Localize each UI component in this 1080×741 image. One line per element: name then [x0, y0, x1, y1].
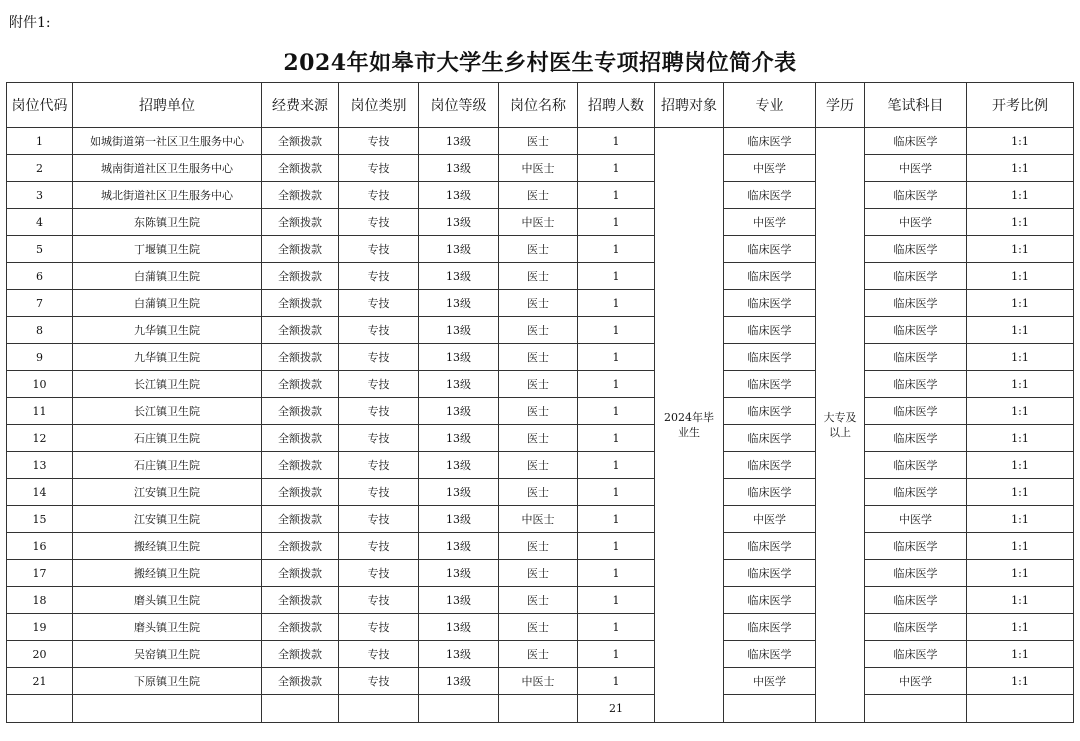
exam-subject-cell: 临床医学	[865, 452, 967, 479]
table-row	[7, 506, 1074, 533]
position-code-cell: 9	[7, 344, 73, 371]
ratio-cell: 1:1	[967, 263, 1074, 290]
grade-cell: 13级	[419, 182, 499, 209]
count-cell: 1	[578, 155, 655, 182]
funding-cell: 全额拨款	[262, 479, 339, 506]
count-cell: 1	[578, 479, 655, 506]
funding-cell: 全额拨款	[262, 398, 339, 425]
exam-subject-cell: 临床医学	[865, 182, 967, 209]
category-cell: 专技	[339, 317, 419, 344]
position-name-cell: 医士	[499, 128, 578, 155]
position-code-cell: 11	[7, 398, 73, 425]
major-cell: 中医学	[724, 155, 816, 182]
major-cell: 临床医学	[724, 398, 816, 425]
major-cell: 临床医学	[724, 236, 816, 263]
table-row	[7, 479, 1074, 506]
employer-cell: 白蒲镇卫生院	[73, 290, 262, 317]
ratio-cell: 1:1	[967, 155, 1074, 182]
funding-cell: 全额拨款	[262, 641, 339, 668]
category-cell: 专技	[339, 371, 419, 398]
ratio-cell: 1:1	[967, 371, 1074, 398]
table-row	[7, 614, 1074, 641]
grade-cell: 13级	[419, 479, 499, 506]
funding-cell: 全额拨款	[262, 209, 339, 236]
exam-subject-cell: 临床医学	[865, 398, 967, 425]
count-cell: 1	[578, 263, 655, 290]
funding-cell: 全额拨款	[262, 668, 339, 695]
ratio-cell: 1:1	[967, 479, 1074, 506]
funding-cell: 全额拨款	[262, 317, 339, 344]
position-code-cell: 4	[7, 209, 73, 236]
major-cell: 临床医学	[724, 128, 816, 155]
count-cell: 1	[578, 614, 655, 641]
count-cell: 1	[578, 587, 655, 614]
position-code-cell: 10	[7, 371, 73, 398]
position-code-cell: 3	[7, 182, 73, 209]
position-code-cell: 15	[7, 506, 73, 533]
category-cell: 专技	[339, 668, 419, 695]
exam-subject-cell: 临床医学	[865, 560, 967, 587]
table-row	[7, 371, 1074, 398]
category-cell: 专技	[339, 533, 419, 560]
major-cell: 临床医学	[724, 641, 816, 668]
employer-cell: 城北街道社区卫生服务中心	[73, 182, 262, 209]
grade-cell: 13级	[419, 560, 499, 587]
exam-subject-cell: 临床医学	[865, 263, 967, 290]
recruit-target-cell: 2024年毕业生	[655, 128, 724, 723]
position-name-cell: 医士	[499, 452, 578, 479]
header-row	[7, 83, 1074, 128]
position-code-cell: 14	[7, 479, 73, 506]
count-cell: 1	[578, 290, 655, 317]
empty-cell	[262, 695, 339, 723]
category-cell: 专技	[339, 155, 419, 182]
position-name-cell: 医士	[499, 479, 578, 506]
column-header: 岗位等级	[419, 83, 499, 128]
position-name-cell: 中医士	[499, 506, 578, 533]
position-code-cell: 5	[7, 236, 73, 263]
grade-cell: 13级	[419, 317, 499, 344]
funding-cell: 全额拨款	[262, 344, 339, 371]
grade-cell: 13级	[419, 155, 499, 182]
grade-cell: 13级	[419, 614, 499, 641]
position-name-cell: 医士	[499, 587, 578, 614]
grade-cell: 13级	[419, 290, 499, 317]
funding-cell: 全额拨款	[262, 128, 339, 155]
funding-cell: 全额拨款	[262, 236, 339, 263]
ratio-cell: 1:1	[967, 398, 1074, 425]
grade-cell: 13级	[419, 533, 499, 560]
funding-cell: 全额拨款	[262, 155, 339, 182]
exam-subject-cell: 临床医学	[865, 128, 967, 155]
employer-cell: 九华镇卫生院	[73, 344, 262, 371]
funding-cell: 全额拨款	[262, 614, 339, 641]
ratio-cell: 1:1	[967, 317, 1074, 344]
major-cell: 中医学	[724, 506, 816, 533]
funding-cell: 全额拨款	[262, 506, 339, 533]
employer-cell: 江安镇卫生院	[73, 479, 262, 506]
position-name-cell: 医士	[499, 560, 578, 587]
grade-cell: 13级	[419, 641, 499, 668]
ratio-cell: 1:1	[967, 587, 1074, 614]
category-cell: 专技	[339, 587, 419, 614]
count-cell: 1	[578, 641, 655, 668]
major-cell: 临床医学	[724, 425, 816, 452]
major-cell: 临床医学	[724, 344, 816, 371]
table-row	[7, 317, 1074, 344]
exam-subject-cell: 临床医学	[865, 425, 967, 452]
grade-cell: 13级	[419, 263, 499, 290]
table-row	[7, 398, 1074, 425]
category-cell: 专技	[339, 452, 419, 479]
exam-subject-cell: 临床医学	[865, 317, 967, 344]
empty-cell	[724, 695, 816, 723]
table-row	[7, 587, 1074, 614]
count-cell: 1	[578, 236, 655, 263]
category-cell: 专技	[339, 479, 419, 506]
position-name-cell: 医士	[499, 641, 578, 668]
position-name-cell: 医士	[499, 317, 578, 344]
table-row	[7, 155, 1074, 182]
exam-subject-cell: 临床医学	[865, 641, 967, 668]
funding-cell: 全额拨款	[262, 263, 339, 290]
total-count-cell: 21	[578, 695, 655, 723]
ratio-cell: 1:1	[967, 128, 1074, 155]
position-name-cell: 医士	[499, 263, 578, 290]
major-cell: 临床医学	[724, 371, 816, 398]
exam-subject-cell: 临床医学	[865, 614, 967, 641]
table-row	[7, 425, 1074, 452]
employer-cell: 搬经镇卫生院	[73, 560, 262, 587]
grade-cell: 13级	[419, 668, 499, 695]
category-cell: 专技	[339, 425, 419, 452]
page-title: 2024年如皋市大学生乡村医生专项招聘岗位简介表	[283, 50, 797, 76]
table-row	[7, 533, 1074, 560]
exam-subject-cell: 临床医学	[865, 236, 967, 263]
empty-cell	[339, 695, 419, 723]
count-cell: 1	[578, 371, 655, 398]
column-header: 岗位名称	[499, 83, 578, 128]
position-name-cell: 中医士	[499, 668, 578, 695]
count-cell: 1	[578, 506, 655, 533]
table-row	[7, 641, 1074, 668]
funding-cell: 全额拨款	[262, 452, 339, 479]
position-name-cell: 医士	[499, 236, 578, 263]
count-cell: 1	[578, 344, 655, 371]
column-header: 笔试科目	[865, 83, 967, 128]
column-header: 招聘人数	[578, 83, 655, 128]
category-cell: 专技	[339, 263, 419, 290]
empty-cell	[499, 695, 578, 723]
employer-cell: 长江镇卫生院	[73, 398, 262, 425]
exam-subject-cell: 中医学	[865, 668, 967, 695]
positions-table	[6, 82, 1074, 723]
column-header: 岗位代码	[7, 83, 73, 128]
position-name-cell: 医士	[499, 425, 578, 452]
funding-cell: 全额拨款	[262, 290, 339, 317]
funding-cell: 全额拨款	[262, 560, 339, 587]
position-code-cell: 7	[7, 290, 73, 317]
position-name-cell: 医士	[499, 371, 578, 398]
employer-cell: 吴窑镇卫生院	[73, 641, 262, 668]
position-code-cell: 20	[7, 641, 73, 668]
column-header: 招聘对象	[655, 83, 724, 128]
employer-cell: 江安镇卫生院	[73, 506, 262, 533]
ratio-cell: 1:1	[967, 668, 1074, 695]
category-cell: 专技	[339, 641, 419, 668]
position-code-cell: 21	[7, 668, 73, 695]
table-row	[7, 128, 1074, 155]
empty-cell	[865, 695, 967, 723]
empty-cell	[7, 695, 73, 723]
ratio-cell: 1:1	[967, 560, 1074, 587]
ratio-cell: 1:1	[967, 344, 1074, 371]
column-header: 开考比例	[967, 83, 1074, 128]
position-name-cell: 医士	[499, 290, 578, 317]
major-cell: 临床医学	[724, 290, 816, 317]
grade-cell: 13级	[419, 587, 499, 614]
ratio-cell: 1:1	[967, 290, 1074, 317]
position-code-cell: 17	[7, 560, 73, 587]
table-row	[7, 290, 1074, 317]
count-cell: 1	[578, 398, 655, 425]
major-cell: 临床医学	[724, 317, 816, 344]
category-cell: 专技	[339, 128, 419, 155]
count-cell: 1	[578, 668, 655, 695]
category-cell: 专技	[339, 506, 419, 533]
education-cell: 大专及以上	[816, 128, 865, 723]
employer-cell: 城南街道社区卫生服务中心	[73, 155, 262, 182]
count-cell: 1	[578, 128, 655, 155]
major-cell: 临床医学	[724, 560, 816, 587]
position-code-cell: 19	[7, 614, 73, 641]
grade-cell: 13级	[419, 452, 499, 479]
position-code-cell: 16	[7, 533, 73, 560]
ratio-cell: 1:1	[967, 209, 1074, 236]
empty-cell	[73, 695, 262, 723]
employer-cell: 下原镇卫生院	[73, 668, 262, 695]
employer-cell: 九华镇卫生院	[73, 317, 262, 344]
exam-subject-cell: 中医学	[865, 155, 967, 182]
table-row	[7, 182, 1074, 209]
grade-cell: 13级	[419, 236, 499, 263]
employer-cell: 石庄镇卫生院	[73, 425, 262, 452]
position-name-cell: 医士	[499, 344, 578, 371]
position-name-cell: 医士	[499, 614, 578, 641]
position-code-cell: 2	[7, 155, 73, 182]
exam-subject-cell: 临床医学	[865, 587, 967, 614]
exam-subject-cell: 中医学	[865, 506, 967, 533]
employer-cell: 石庄镇卫生院	[73, 452, 262, 479]
position-code-cell: 18	[7, 587, 73, 614]
attachment-label: 附件1:	[9, 15, 51, 31]
employer-cell: 白蒲镇卫生院	[73, 263, 262, 290]
funding-cell: 全额拨款	[262, 182, 339, 209]
column-header: 专业	[724, 83, 816, 128]
category-cell: 专技	[339, 236, 419, 263]
table-row	[7, 344, 1074, 371]
major-cell: 临床医学	[724, 182, 816, 209]
exam-subject-cell: 临床医学	[865, 344, 967, 371]
exam-subject-cell: 中医学	[865, 209, 967, 236]
major-cell: 临床医学	[724, 263, 816, 290]
ratio-cell: 1:1	[967, 236, 1074, 263]
position-name-cell: 中医士	[499, 209, 578, 236]
major-cell: 临床医学	[724, 614, 816, 641]
funding-cell: 全额拨款	[262, 587, 339, 614]
grade-cell: 13级	[419, 425, 499, 452]
count-cell: 1	[578, 182, 655, 209]
grade-cell: 13级	[419, 398, 499, 425]
exam-subject-cell: 临床医学	[865, 479, 967, 506]
category-cell: 专技	[339, 209, 419, 236]
funding-cell: 全额拨款	[262, 371, 339, 398]
exam-subject-cell: 临床医学	[865, 533, 967, 560]
table-row	[7, 236, 1074, 263]
grade-cell: 13级	[419, 506, 499, 533]
funding-cell: 全额拨款	[262, 425, 339, 452]
column-header: 学历	[816, 83, 865, 128]
position-name-cell: 医士	[499, 182, 578, 209]
empty-cell	[967, 695, 1074, 723]
major-cell: 临床医学	[724, 587, 816, 614]
category-cell: 专技	[339, 344, 419, 371]
ratio-cell: 1:1	[967, 425, 1074, 452]
table-body	[7, 128, 1074, 723]
position-code-cell: 13	[7, 452, 73, 479]
total-row	[7, 695, 1074, 723]
exam-subject-cell: 临床医学	[865, 371, 967, 398]
table-row	[7, 668, 1074, 695]
position-name-cell: 医士	[499, 398, 578, 425]
grade-cell: 13级	[419, 371, 499, 398]
major-cell: 临床医学	[724, 479, 816, 506]
table-row	[7, 560, 1074, 587]
table-row	[7, 263, 1074, 290]
employer-cell: 如城街道第一社区卫生服务中心	[73, 128, 262, 155]
position-name-cell: 中医士	[499, 155, 578, 182]
employer-cell: 磨头镇卫生院	[73, 587, 262, 614]
employer-cell: 东陈镇卫生院	[73, 209, 262, 236]
major-cell: 中医学	[724, 668, 816, 695]
column-header: 岗位类别	[339, 83, 419, 128]
column-header: 招聘单位	[73, 83, 262, 128]
ratio-cell: 1:1	[967, 452, 1074, 479]
ratio-cell: 1:1	[967, 641, 1074, 668]
count-cell: 1	[578, 452, 655, 479]
column-header: 经费来源	[262, 83, 339, 128]
category-cell: 专技	[339, 398, 419, 425]
grade-cell: 13级	[419, 344, 499, 371]
position-code-cell: 12	[7, 425, 73, 452]
funding-cell: 全额拨款	[262, 533, 339, 560]
position-code-cell: 8	[7, 317, 73, 344]
category-cell: 专技	[339, 560, 419, 587]
category-cell: 专技	[339, 614, 419, 641]
table-row	[7, 452, 1074, 479]
count-cell: 1	[578, 209, 655, 236]
category-cell: 专技	[339, 182, 419, 209]
position-code-cell: 6	[7, 263, 73, 290]
position-name-cell: 医士	[499, 533, 578, 560]
grade-cell: 13级	[419, 209, 499, 236]
exam-subject-cell: 临床医学	[865, 290, 967, 317]
employer-cell: 丁堰镇卫生院	[73, 236, 262, 263]
empty-cell	[419, 695, 499, 723]
major-cell: 临床医学	[724, 533, 816, 560]
major-cell: 临床医学	[724, 452, 816, 479]
count-cell: 1	[578, 317, 655, 344]
count-cell: 1	[578, 425, 655, 452]
employer-cell: 磨头镇卫生院	[73, 614, 262, 641]
ratio-cell: 1:1	[967, 614, 1074, 641]
ratio-cell: 1:1	[967, 533, 1074, 560]
ratio-cell: 1:1	[967, 506, 1074, 533]
count-cell: 1	[578, 560, 655, 587]
employer-cell: 搬经镇卫生院	[73, 533, 262, 560]
major-cell: 中医学	[724, 209, 816, 236]
grade-cell: 13级	[419, 128, 499, 155]
table-row	[7, 209, 1074, 236]
category-cell: 专技	[339, 290, 419, 317]
ratio-cell: 1:1	[967, 182, 1074, 209]
count-cell: 1	[578, 533, 655, 560]
employer-cell: 长江镇卫生院	[73, 371, 262, 398]
position-code-cell: 1	[7, 128, 73, 155]
